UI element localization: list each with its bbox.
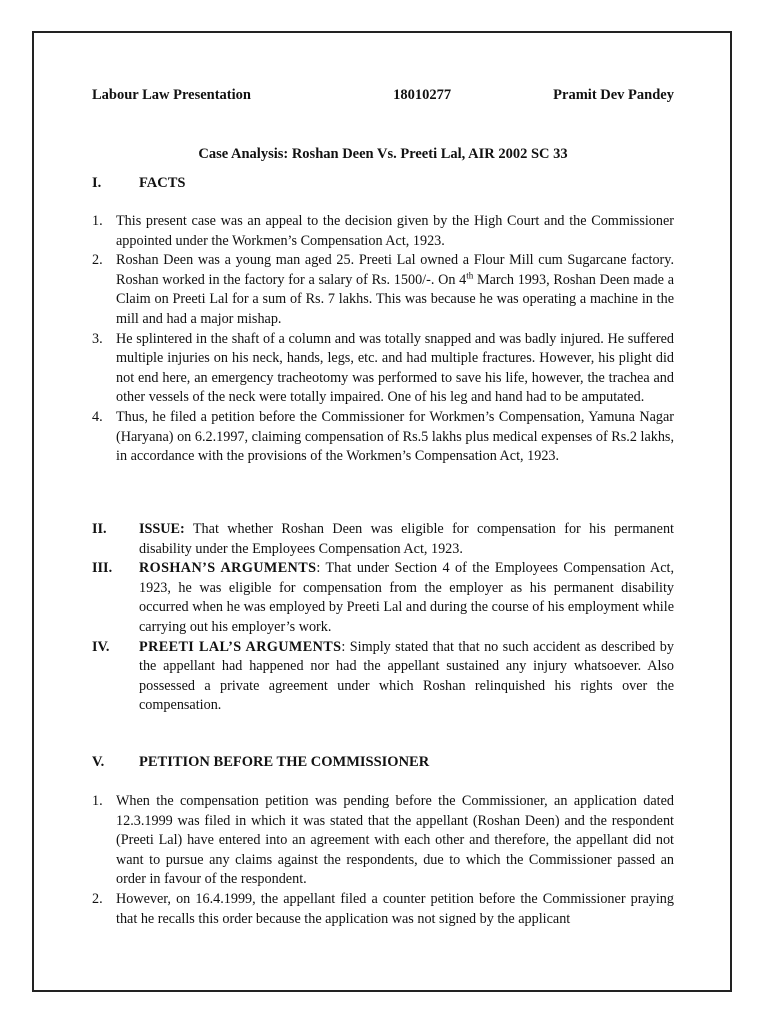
section-number: V. <box>92 754 105 770</box>
section-text: : Simply stated that that no such accident as described by the appellant had happened nor had the appellant sustained any injury whatsoever. Also possessed a private agreement under which Roshan relinquished his rights over the compensation. <box>139 638 674 714</box>
item-number: 2. <box>92 890 103 907</box>
ordinal-suffix: th <box>466 270 474 281</box>
header-author: Pramit Dev Pandey <box>553 87 674 103</box>
list-item <box>92 638 674 716</box>
section-label: ROSHAN’S ARGUMENTS <box>139 560 317 577</box>
section-label: PREETI LAL’S ARGUMENTS <box>139 638 342 655</box>
section-label: ISSUE: <box>139 521 185 537</box>
document-header <box>92 87 674 107</box>
item-number: 4. <box>92 408 103 425</box>
list-item <box>92 408 674 467</box>
list-item <box>92 520 674 559</box>
section-text: That whether Roshan Deen was eligible for compensation for his permanent disability under the Employees Compensation Act, 1923. <box>139 521 674 557</box>
list-item <box>92 890 674 929</box>
item-number: 1. <box>92 793 103 809</box>
list-item <box>92 792 674 890</box>
section-text: : That under Section 4 of the Employees Compensation Act, 1923, he was eligible for compensation from the employer as his permanent disability occurred when he was employed by Preeti Lal and during the course of his employment while carrying out his employer’s work. <box>139 560 674 635</box>
section-number: I. <box>92 175 102 191</box>
document-title: Case Analysis: Roshan Deen Vs. Preeti Lal, AIR 2002 SC 33 <box>198 146 568 162</box>
item-number: 1. <box>92 213 103 229</box>
header-course: Labour Law Presentation <box>92 87 251 103</box>
list-item <box>92 330 674 408</box>
item-text: Roshan Deen was a young man aged 25. Preeti Lal owned a Flour Mill cum Sugarcane factory. Roshan worked in the factory for a salary of Rs. 1500/-. On 4 <box>116 252 674 288</box>
item-text: March 1993, Roshan Deen made a Claim on Preeti Lal for a sum of Rs. 7 lakhs. This was because he was operating a machine in the mill and had a major mishap. <box>116 271 674 327</box>
section-title: PETITION BEFORE THE COMMISSIONER <box>139 754 430 770</box>
header-roll-number: 18010277 <box>393 87 452 103</box>
item-text: However, on 16.4.1999, the appellant filed a counter petition before the Commissioner praying that he recalls this order because the application was not signed by the applicant <box>116 890 674 927</box>
petition-list <box>92 792 674 929</box>
section-title: FACTS <box>139 175 186 191</box>
item-text: This present case was an appeal to the decision given by the High Court and the Commissioner appointed under the Workmen’s Compensation Act, 1923. <box>116 213 674 249</box>
list-item <box>92 251 674 329</box>
section-number: III. <box>92 560 113 577</box>
section-number: IV. <box>92 638 110 655</box>
item-text: Thus, he filed a petition before the Commissioner for Workmen’s Compensation, Yamuna Nagar (Haryana) on 6.2.1997, claiming compensation of Rs.5 lakhs plus medical expenses of Rs.2 lakhs, in accordance with the provisions of the Workmen’s Compensation Act, 1923. <box>116 408 674 465</box>
section-number: II. <box>92 521 107 537</box>
item-text: He splintered in the shaft of a column and was totally snapped and was badly injured. He suffered multiple injuries on his neck, hands, legs, etc. and had multiple fractures. However, his plight did not end here, an emergency tracheotomy was performed to save his life, however, the trachea and other vessels of the neck were totally impaired. One of his leg and hand had to be amputated. <box>116 330 674 406</box>
item-text: When the compensation petition was pending before the Commissioner, an application dated 12.3.1999 was filed in which it was stated that the appellant (Roshan Deen) and the respondent (Preeti Lal) have entered into an agreement with each other and therefore, the appellant did not want to pursue any claims against the respondents, due to which the Commissioner passed an order in favour of the respondent. <box>116 793 674 888</box>
list-item <box>92 559 674 637</box>
facts-list <box>92 212 674 467</box>
item-number: 2. <box>92 252 103 269</box>
analysis-sections <box>92 520 674 716</box>
item-number: 3. <box>92 330 103 347</box>
list-item <box>92 212 674 251</box>
